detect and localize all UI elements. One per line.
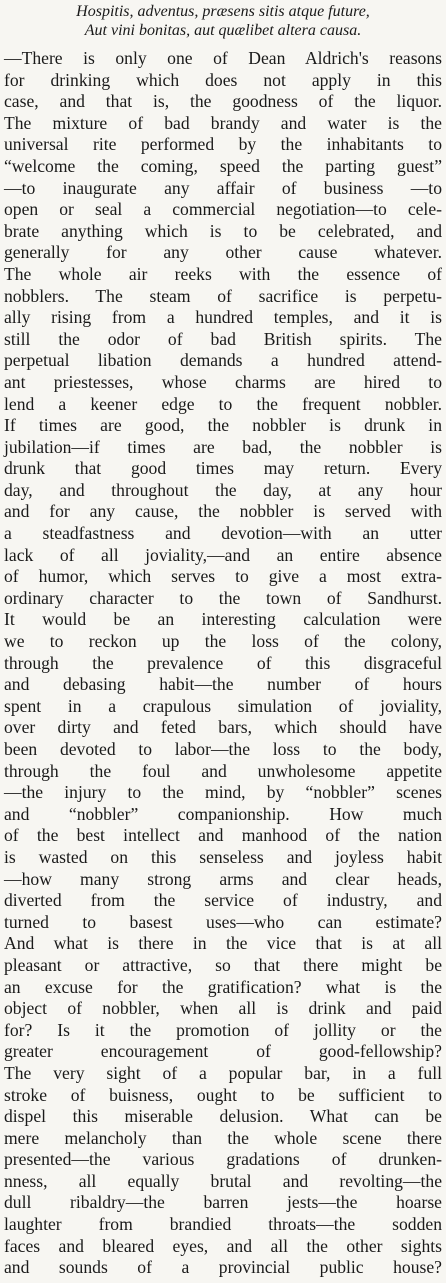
text-line: presented—the various gradations of drunken- [4, 1149, 442, 1170]
text-line: universal rite performed by the inhabitants to [4, 134, 442, 155]
text-line: It would be an interesting calculation were [4, 609, 442, 630]
text-line: a steadfastness and devotion—with an utter [4, 523, 442, 544]
article-body [4, 48, 442, 1279]
text-line: open or seal a commercial negotiation—to cele- [4, 199, 442, 220]
text-line: and for any cause, the nobbler is served with [4, 501, 442, 522]
text-line: nness, all equally brutal and revolting—the [4, 1170, 442, 1191]
text-line: ordinary character to the town of Sandhurst. [4, 587, 442, 608]
epigraph-line: Aut vini bonitas, aut quælibet altera causa. [84, 22, 362, 39]
latin-epigraph [4, 2, 442, 40]
text-line: still the odor of bad British spirits. The [4, 328, 442, 349]
text-line: dispel this miserable delusion. What can be [4, 1106, 442, 1127]
article-paragraph [4, 113, 442, 264]
epigraph-line: Hospitis, adventus, præsens sitis atque future, [76, 3, 370, 20]
text-line: If times are good, the nobbler is drunk in [4, 415, 442, 436]
text-line: over dirty and feted bars, which should have [4, 717, 442, 738]
text-line: of humor, which serves to give a most extra- [4, 566, 442, 587]
text-line: —to inaugurate any affair of business —to [4, 177, 442, 198]
text-line: faces and bleared eyes, and all the other sights [4, 1235, 442, 1256]
text-line: And what is there in the vice that is at all [4, 933, 442, 954]
text-line: nobblers. The steam of sacrifice is perpetu- [4, 285, 442, 306]
text-line: dull ribaldry—the barren jests—the hoarse [4, 1192, 442, 1213]
text-line: brate anything which is to be celebrated, and [4, 220, 442, 241]
text-line: object of nobbler, when all is drink and paid [4, 998, 442, 1019]
text-line: stroke of buisness, ought to be sufficient to [4, 1084, 442, 1105]
text-line: The mixture of bad brandy and water is the [4, 112, 442, 133]
article-paragraph [4, 609, 442, 1062]
article-paragraph [4, 48, 442, 113]
text-line: —the injury to the mind, by “nobbler” scenes [4, 782, 442, 803]
text-line: —There is only one of Dean Aldrich's reasons [4, 48, 442, 68]
text-line: an excuse for the gratification? what is the [4, 976, 442, 997]
text-line: diverted from the service of industry, and [4, 890, 442, 911]
article-paragraph [4, 264, 442, 415]
text-line: and sounds of a provincial public house? [4, 1257, 442, 1278]
article-paragraph [4, 1063, 442, 1279]
text-line: through the prevalence of this disgraceful [4, 652, 442, 673]
text-line: The whole air reeks with the essence of [4, 263, 442, 284]
text-line: for? Is it the promotion of jollity or the [4, 1019, 442, 1040]
text-line: jubilation—if times are bad, the nobbler is [4, 436, 442, 457]
text-line: spent in a crapulous simulation of joviality, [4, 695, 442, 716]
text-line: lend a keener edge to the frequent nobbler. [4, 393, 442, 414]
text-line: of the best intellect and manhood of the nation [4, 825, 442, 846]
text-line: and debasing habit—the number of hours [4, 674, 442, 695]
article-paragraph [4, 415, 442, 609]
text-line: case, and that is, the goodness of the liquor. [4, 91, 442, 112]
text-line: —how many strong arms and clear heads, [4, 868, 442, 889]
text-line: perpetual libation demands a hundred attend- [4, 350, 442, 371]
text-line: ally rising from a hundred temples, and it is [4, 307, 442, 328]
text-line: mere melancholy than the whole scene there [4, 1127, 442, 1148]
text-line: through the foul and unwholesome appetite [4, 760, 442, 781]
text-line: lack of all joviality,—and an entire absence [4, 544, 442, 565]
text-line: for drinking which does not apply in this [4, 69, 442, 90]
text-line: pleasant or attractive, so that there might be [4, 954, 442, 975]
text-line: we to reckon up the loss of the colony, [4, 631, 442, 652]
text-line: turned to basest uses—who can estimate? [4, 911, 442, 932]
text-line: “welcome the coming, speed the parting guest” [4, 155, 442, 176]
text-line: The very sight of a popular bar, in a full [4, 1062, 442, 1083]
text-line: drunk that good times may return. Every [4, 458, 442, 479]
text-line: ant priestesses, whose charms are hired to [4, 371, 442, 392]
text-line: laughter from brandied throats—the sodden [4, 1214, 442, 1235]
text-line: generally for any other cause whatever. [4, 242, 442, 263]
text-line: is wasted on this senseless and joyless habit [4, 846, 442, 867]
text-line: been devoted to labor—the loss to the body, [4, 739, 442, 759]
text-line: day, and throughout the day, at any hour [4, 479, 442, 500]
text-line: greater encouragement of good-fellowship? [4, 1041, 442, 1062]
text-line: and “nobbler” companionship. How much [4, 803, 442, 824]
